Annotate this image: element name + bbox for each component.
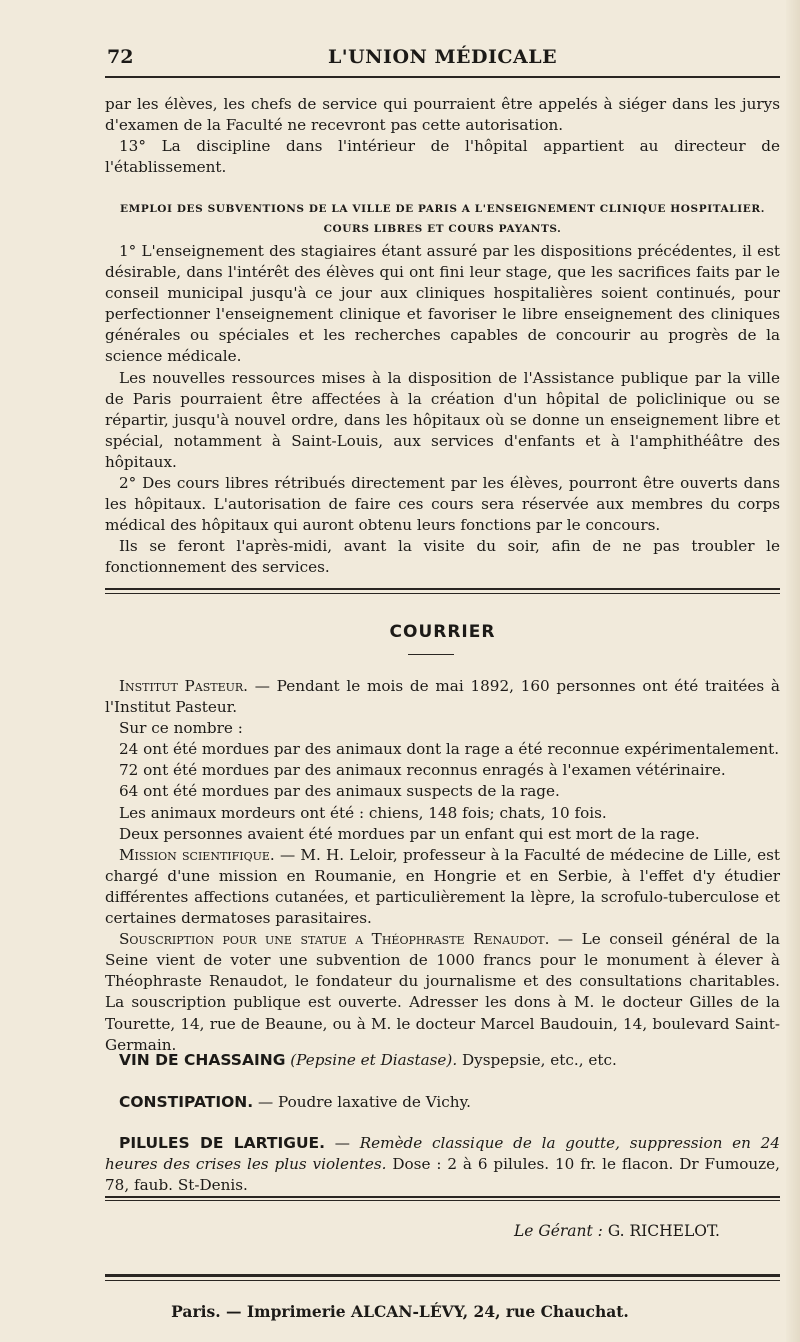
pasteur-label: Institut Pasteur. [119,677,248,695]
courrier-body [105,676,780,1056]
section-body [105,241,780,579]
courrier-underline [408,654,454,655]
section-paragraph-4: Ils se feront l'après-midi, avant la visite du soir, afin de ne pas troubler le fonctionnement des services. [105,537,780,577]
printer-imprint: Paris. — Imprimerie ALCAN-LÉVY, 24, rue Chauchat. [171,1302,629,1321]
ad-vin-italic: (Pepsine et Diastase). [290,1051,458,1069]
stat-line: 72 ont été mordues par des animaux reconnus enragés à l'examen vétérinaire. [119,761,726,780]
courrier-heading: COURRIER [389,622,496,642]
page-header [105,44,780,74]
mission-label: Mission scientifique. [119,845,275,864]
section-paragraph-3: 2° Des cours libres rétribués directement par les élèves, pourront être ouverts dans les hôpitaux. L'autorisation de faire ces cours sera réservée aux membres du corps médical des hôpitaux qui auront obtenu leurs fonctions par le concours. [105,474,780,535]
section-paragraph-2: Les nouvelles ressources mises à la disposition de l'Assistance publique par la ville de Paris pourraient être affectées à la création d'un hôpital de policlinique ou se répartir, jusqu'à nouvel ordre, dans les hôpitaux où se donne un enseignement libre et spécial, notamment à Saint-Louis, aux services d'enfants et à l'amphithéâtre des hôpitaux. [105,368,780,471]
mission-paragraph [105,845,780,929]
stat-line: Sur ce nombre : [119,719,243,738]
ad-constipation-title: CONSTIPATION. [119,1093,254,1111]
ad-constipation-text: — Poudre laxative de Vichy. [253,1093,471,1111]
ad-pilules-text: Dose : 2 à 6 pilules. 10 fr. le flacon. Dr Fumouze, 78, faub. St-Denis. [105,1155,780,1194]
ad-vin-title: VIN DE CHASSAING [119,1051,286,1069]
stat-line: 24 ont été mordues par des animaux dont la rage a été reconnue expérimentalement. [119,740,780,759]
section-paragraph-1: 1° L'enseignement des stagiaires étant assuré par les dispositions précédentes, il est désirable, dans l'intérêt des élèves qui ont fini leur stage, que les sacrifices faits par le conseil municipal jusqu'à ce jour aux cliniques hospitalières soient continués, pour perfectionner l'enseignement clinique et favoriser le libre enseignement des cliniques générales ou spéciales et les recherches capables de concourir au progrès de la science médicale. [105,242,780,366]
page-edge-shadow [786,0,800,1342]
ad-pilules [105,1133,780,1196]
souscription-label: Souscription pour une statue a Théophraste Renaudot. [119,930,550,949]
journal-title: L'UNION MÉDICALE [327,46,558,68]
footer-rule-top [105,1274,780,1277]
page-number: 72 [107,46,134,68]
ads-rule-bottom [105,1200,780,1201]
ad-pilules-dash: — [325,1134,360,1152]
gerant-name: G. RICHELOT. [602,1222,720,1240]
gerant-label: Le Gérant : [513,1222,603,1240]
pasteur-text: — Pendant le mois de mai 1892, 160 personnes ont été traitées à l'Institut Pasteur. [105,677,780,717]
footer-rule-bottom [105,1280,780,1281]
intro-text [105,94,780,178]
ads-rule-top [105,1196,780,1198]
ad-pilules-italic: Remède classique de la goutte, suppression en 24 heures des crises les plus violentes. [105,1134,780,1173]
ad-vin [105,1050,780,1071]
ad-constipation [105,1092,780,1113]
ad-vin-text: Dyspepsie, etc., etc. [457,1051,617,1069]
intro-paragraph-1: par les élèves, les chefs de service qui pourraient être appelés à siéger dans les jurys d'examen de la Faculté ne recevront pas cette autorisation. [105,95,780,135]
stat-line: Les animaux mordeurs ont été : chiens, 148 fois; chats, 10 fois. [119,803,607,822]
intro-paragraph-2: 13° La discipline dans l'intérieur de l'hôpital appartient au directeur de l'établissement. [105,137,780,177]
souscription-paragraph [105,929,780,1056]
stat-line: Deux personnes avaient été mordues par un enfant qui est mort de la rage. [119,824,700,843]
ad-pilules-title: PILULES DE LARTIGUE. [119,1134,326,1152]
pasteur-paragraph [105,676,780,718]
mission-text: — M. H. Leloir, professeur à la Faculté de médecine de Lille, est chargé d'une mission en Roumanie, en Hongrie et en Serbie, à l'effet d'y étudier différentes affections cutanées, et particulièrement la lèpre, la scrofulo-tuberculose et certaines dermatoses parasitaires. [105,845,780,928]
section-title-line-1: EMPLOI DES SUBVENTIONS DE LA VILLE DE PARIS A L'ENSEIGNEMENT CLINIQUE HOSPITALIER. [120,203,765,215]
section-rule-bottom [105,593,780,594]
stat-line: 64 ont été mordues par des animaux suspects de la rage. [119,782,560,801]
souscription-text: — Le conseil général de la Seine vient de voter une subvention de 1000 francs pour le monument à élever à Théophraste Renaudot, le fondateur du journalisme et des consultations charitables. La souscription publique est ouverte. Adresser les dons à M. le docteur Gilles de la Tourette, 14, rue de Beaune, ou à M. le docteur Marcel Baudouin, 14, boulevard Saint-Germain. [105,930,780,1054]
section-title-line-2: COURS LIBRES ET COURS PAYANTS. [323,223,562,235]
section-rule-top [105,588,780,590]
header-rule [105,76,780,78]
gerant-signature [514,1222,720,1240]
